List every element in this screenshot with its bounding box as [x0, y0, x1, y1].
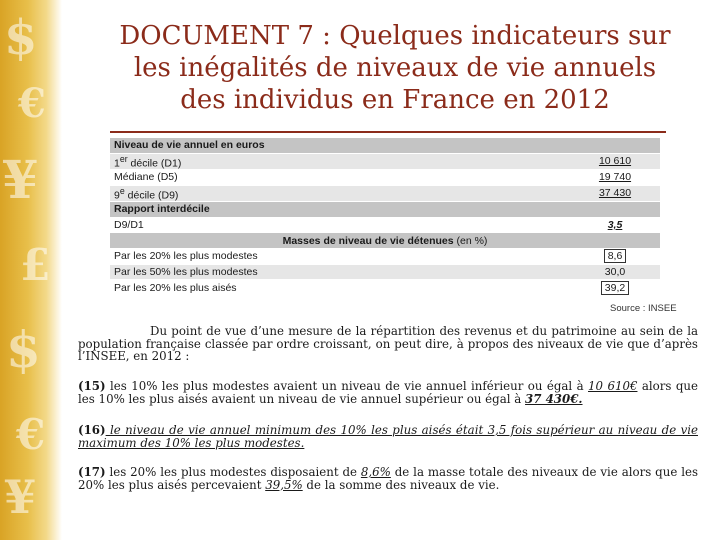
highlighted-value: 39,5%: [265, 477, 303, 492]
statement-number: (16): [78, 423, 106, 437]
row-label-m50: Par les 50% les plus modestes: [110, 264, 570, 280]
header-niveau-de-vie: Niveau de vie annuel en euros: [110, 138, 660, 154]
row-label-ratio: D9/D1: [110, 217, 570, 233]
table-row: [110, 217, 660, 233]
intro-paragraph: Du point de vue d’une mesure de la répartition des revenus et du patrimoine au sein de la population française classée par ordre croissant, on peut dire, à propos des niveaux de vie que d’après l’INSEE, en 2012 :: [78, 324, 698, 363]
row-label-m20: Par les 20% les plus modestes: [110, 248, 570, 264]
pound-symbol-decoration: £: [20, 240, 51, 291]
euro-symbol-decoration: €: [16, 410, 46, 459]
table-row: [110, 280, 660, 296]
title-line-2: les inégalités de niveaux de vie annuels: [133, 53, 657, 83]
row-value-d9: 37 430: [570, 185, 660, 202]
highlighted-value: 10 610€: [588, 379, 638, 393]
table-section-header: [110, 233, 660, 249]
title-line-1: Quelques indicateurs sur: [339, 21, 671, 51]
row-value-d5: 19 740: [570, 170, 660, 186]
table-row: [110, 264, 660, 280]
decorative-currency-band: [0, 0, 62, 540]
statement-number: (17): [78, 465, 106, 479]
row-label-d1: 1er décile (D1): [110, 153, 570, 170]
header-rapport-interdecile: Rapport interdécile: [110, 202, 660, 218]
row-label-a20: Par les 20% les plus aisés: [110, 280, 570, 296]
statement-15: (15) les 10% les plus modestes avaient un niveau de vie annuel inférieur ou égal à 10 610€ alors que les 10% les plus aisés avaient un niveau de vie annuel supérieur ou égal à 37 430€.: [78, 379, 698, 406]
row-value-m50: 30,0: [570, 264, 660, 280]
header-masses: Masses de niveau de vie détenues (en %): [110, 233, 660, 249]
table-row: [110, 170, 660, 186]
table-section-header: [110, 138, 660, 154]
row-label-d9: 9e décile (D9): [110, 185, 570, 202]
euro-symbol-decoration: €: [18, 80, 46, 127]
row-value-a20: 39,2: [570, 280, 660, 296]
title-divider: [110, 131, 666, 133]
statement-number: (15): [78, 379, 106, 393]
statement-16: (16) le niveau de vie annuel minimum des 10% les plus aisés était 3,5 fois supérieur au niveau de vie maximum des 10% les plus modestes.: [78, 423, 698, 450]
highlighted-value: 8,6%: [360, 465, 391, 479]
title-line-3: des individus en France en 2012: [180, 85, 610, 115]
source-note: Source : INSEE: [610, 303, 677, 314]
row-label-d5: Médiane (D5): [110, 170, 570, 186]
income-indicators-table: [110, 137, 660, 295]
table-section-header: [110, 202, 660, 218]
table-row: [110, 153, 660, 170]
row-value-d1: 10 610: [570, 153, 660, 170]
yen-symbol-decoration: ¥: [4, 470, 37, 524]
row-value-ratio: 3,5: [570, 217, 660, 233]
yen-symbol-decoration: ¥: [2, 150, 39, 211]
page-title: [70, 20, 720, 116]
dollar-symbol-decoration: $: [6, 320, 41, 379]
document-number: DOCUMENT 7 :: [119, 21, 331, 51]
row-value-m20: 8,6: [570, 248, 660, 264]
table-row: [110, 248, 660, 264]
table-row: [110, 185, 660, 202]
highlighted-value: 37 430€.: [525, 391, 583, 406]
dollar-symbol-decoration: $: [4, 10, 38, 66]
statement-17: (17) les 20% les plus modestes disposaient de 8,6% de la masse totale des niveaux de vie alors que les 20% les plus aisés percevaient 39,5% de la somme des niveaux de vie.: [78, 465, 698, 492]
